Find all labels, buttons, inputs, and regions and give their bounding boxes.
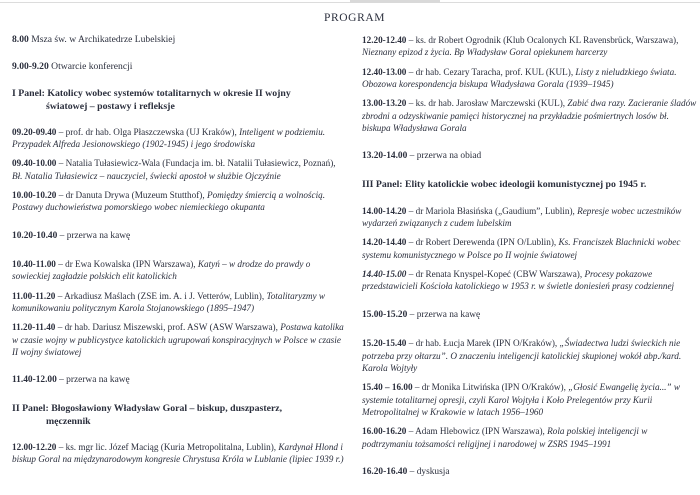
program-item-separator: – bbox=[406, 205, 416, 216]
panel-heading-line: II Panel: Błogosławiony Władysław Goral – biskup, duszpasterz, bbox=[12, 402, 283, 414]
program-item-text: Otwarcie konferencji bbox=[48, 60, 133, 72]
program-item-time: 15.20-15.40 bbox=[362, 338, 407, 349]
program-entry-speaker: Natalia Tułasiewicz-Wala (Fundacja im. bł. Natalii Tułasiewicz, Poznań), bbox=[65, 158, 336, 169]
program-entry-title: Ks. Franciszek Blachnicki wobec systemu komunistycznego w Polsce po II wojnie światowej bbox=[362, 237, 681, 260]
program-item-separator: – bbox=[407, 151, 417, 162]
program-item-time: 9.00-9.20 bbox=[12, 60, 49, 72]
program-entry-title: Listy z nieludzkiego świata. Obozowa korespondencja biskupa Władysława Gorala (1939–1945) bbox=[362, 66, 677, 89]
program-entry-speaker: dr hab. Cezary Taracha, prof. KUL (KUL), bbox=[415, 66, 576, 77]
panel-heading-line-continued: światowej – postawy i refleksje bbox=[46, 100, 175, 112]
program-entry-speaker: dr Danuta Drywa (Muzeum Stutthof), bbox=[65, 189, 207, 200]
program-entry-title: „Świadectwa ludzi świeckich nie potrzeba przy ołtarzu”. O znaczeniu inteligencji katolickiej skupionej wokół abp./kard. Karola Wojtyły bbox=[362, 338, 682, 374]
program-entry-speaker: Arkadiusz Maślach (ZSE im. A. i J. Vetterów, Lublin), bbox=[64, 290, 267, 301]
program-entry bbox=[362, 337, 698, 374]
program-column-right bbox=[362, 34, 698, 495]
program-entry bbox=[362, 97, 698, 134]
program-entry-speaker: ks. mgr lic. Józef Maciąg (Kuria Metropolitalna, Lublin), bbox=[65, 441, 279, 452]
program-column-left bbox=[12, 34, 348, 472]
program-item-separator: – bbox=[55, 322, 65, 333]
program-entry-title: Nieznany epizod z życia. Bp Władysław Goral opiekunem harcerzy bbox=[362, 47, 608, 58]
program-item-time: 8.00 bbox=[12, 34, 29, 45]
program-item-time: 16.00-16.20 bbox=[362, 426, 407, 437]
program-entry bbox=[12, 126, 348, 151]
program-item-time: 16.20-16.40 bbox=[362, 467, 408, 477]
page-title: PROGRAM bbox=[324, 12, 386, 24]
program-item-text: przerwa na kawę bbox=[66, 230, 131, 241]
program-item-time: 11.20-11.40 bbox=[12, 322, 56, 333]
panel-heading bbox=[362, 179, 698, 192]
program-item-separator: – bbox=[56, 441, 66, 452]
program-entry-speaker: dr Mariola Błasińska („Gaudium”, Lublin), bbox=[415, 205, 578, 216]
program-item-time: 10.40-11.00 bbox=[12, 259, 56, 270]
program-plain-item bbox=[12, 61, 348, 74]
program-columns bbox=[0, 34, 700, 495]
program-item-time: 15.40 – 16.00 bbox=[362, 382, 413, 393]
program-entry-title: Inteligent w podziemiu. Przypadek Alfreda Jesionowskiego (1902-1945) i jego środowiska bbox=[12, 126, 326, 149]
program-break-item bbox=[362, 466, 698, 479]
program-item-time: 14.00-14.20 bbox=[362, 205, 407, 216]
panel-heading-line: III Panel: Elity katolickie wobec ideologii komunistycznej po 1945 r. bbox=[362, 178, 647, 190]
program-item-separator: – bbox=[56, 189, 66, 200]
program-entry-title: Katyń – w drodze do prawdy o sowieckiej zagładzie polskich elit katolickich bbox=[12, 259, 311, 282]
program-entry-title: Totalitaryzmy w komunikowaniu politycznym Karola Stojanowskiego (1895–1947) bbox=[12, 290, 326, 314]
program-plain-item bbox=[12, 34, 348, 47]
program-item-separator: – bbox=[56, 126, 66, 137]
program-item-time: 14.40-15.00 bbox=[362, 269, 407, 280]
program-item-separator: – bbox=[406, 426, 416, 437]
program-item-time: 12.00-12.20 bbox=[12, 441, 57, 452]
panel-heading-line: I Panel: Katolicy wobec systemów totalitarnych w okresie II wojny bbox=[12, 87, 291, 99]
program-entry-title: Rola polskiej inteligencji w podtrzymaniu tożsamości religijnej i narodowej w ZSRS 1945–1991 bbox=[362, 426, 648, 449]
program-item-time: 13.20-14.00 bbox=[362, 151, 408, 162]
program-entry-title: Kardynał Hlond i biskup Goral na międzynarodowym kongresie Chrystusa Króla w Lublanie (lipiec 1939 r.) bbox=[12, 441, 344, 465]
page-top-rule-accent bbox=[350, 0, 440, 3]
program-entry-speaker: ks. dr hab. Jarosław Marczewski (KUL), bbox=[415, 98, 568, 109]
program-item-separator: – bbox=[57, 230, 67, 241]
program-item-time: 15.00-15.20 bbox=[362, 309, 408, 320]
program-entry bbox=[362, 236, 698, 261]
panel-heading bbox=[12, 403, 348, 429]
program-break-item bbox=[362, 309, 698, 322]
program-entry-speaker: ks. dr Robert Ogrodnik (Klub Ocalonych KL Ravensbrück, Warszawa), bbox=[415, 35, 679, 45]
program-break-item bbox=[12, 230, 348, 243]
program-entry-title: Procesy pokazowe przedstawicieli Kościoła katolickiego w 1953 r. w świetle doniesień prasy codziennej bbox=[362, 269, 675, 292]
program-item-separator: – bbox=[56, 375, 67, 386]
program-entry bbox=[12, 290, 348, 315]
program-entry-title: Pomiędzy śmiercią a wolnością. Postawy duchowieństwa pomorskiego wobec niemieckiego okupanta bbox=[12, 189, 326, 213]
program-item-time: 12.40-13.00 bbox=[362, 66, 407, 77]
program-item-time: 11.00-11.20 bbox=[12, 290, 56, 301]
program-entry-speaker: dr Ewa Kowalska (IPN Warszawa), bbox=[65, 259, 198, 270]
program-entry bbox=[12, 157, 348, 182]
program-item-time: 12.20-12.40 bbox=[362, 35, 407, 45]
program-item-separator: – bbox=[55, 290, 65, 301]
program-item-time: 09.20-09.40 bbox=[12, 126, 57, 137]
program-item-time: 13.00-13.20 bbox=[362, 98, 407, 109]
program-entry-speaker: dr hab. Dariusz Miszewski, prof. ASW (ASW Warszawa), bbox=[64, 322, 281, 333]
program-entry-speaker: Adam Hlebowicz (IPN Warszawa), bbox=[415, 426, 548, 437]
program-entry bbox=[12, 321, 348, 358]
program-item-separator: – bbox=[406, 269, 416, 280]
program-item-time: 09.40-10.00 bbox=[12, 158, 57, 169]
program-entry bbox=[12, 441, 348, 466]
program-break-item bbox=[12, 374, 348, 387]
program-item-text: przerwa na kawę bbox=[66, 375, 130, 386]
program-break-item bbox=[362, 150, 698, 163]
program-item-separator: – bbox=[406, 338, 416, 349]
program-entry-speaker: prof. dr hab. Olga Płaszczewska (UJ Kraków), bbox=[65, 126, 240, 137]
program-item-separator: – bbox=[406, 66, 416, 77]
program-entry-title: Postawa katolika w czasie wojny w publicystyce katolickich ugrupowań konspiracyjnych w Polsce w czasie II wojny światowej bbox=[12, 322, 344, 358]
program-entry-title: Bł. Natalia Tułasiewicz – nauczyciel, świecki apostoł w służbie Ojczyźnie bbox=[12, 170, 281, 181]
program-entry bbox=[362, 381, 698, 418]
program-entry-speaker: dr Renata Knyspel-Kopeć (CBW Warszawa), bbox=[415, 269, 585, 280]
program-item-text: przerwa na kawę bbox=[416, 309, 481, 320]
program-entry bbox=[362, 268, 698, 293]
panel-heading bbox=[12, 88, 348, 114]
program-item-separator: – bbox=[56, 158, 66, 169]
program-item-text: dyskusja bbox=[416, 467, 450, 477]
program-item-time: 10.20-10.40 bbox=[12, 230, 58, 241]
program-item-separator: – bbox=[412, 382, 422, 393]
program-entry-title: „Głosić Ewangelię życia...” w systemie totalitarnej opresji, czyli Karol Wojtyła i Koło Prelegentów przy Kurii Metropolitalnej w Krakowie w latach 1956–1960 bbox=[362, 382, 680, 418]
program-item-separator: – bbox=[406, 237, 416, 248]
program-entry-speaker: dr Monika Litwińska (IPN O/Kraków), bbox=[421, 382, 569, 393]
program-entry bbox=[362, 66, 698, 91]
program-item-separator: – bbox=[407, 467, 417, 477]
program-item-separator: – bbox=[55, 259, 66, 270]
program-item-time: 14.20-14.40 bbox=[362, 237, 407, 248]
panel-heading-line-continued: męczennik bbox=[46, 415, 91, 427]
program-entry-speaker: dr hab. Łucja Marek (IPN O/Kraków), bbox=[415, 338, 560, 349]
program-item-separator: – bbox=[407, 309, 417, 320]
program-item-text: przerwa na obiad bbox=[416, 151, 482, 162]
program-entry bbox=[362, 425, 698, 450]
program-entry bbox=[362, 205, 698, 230]
program-item-text: Msza św. w Archikatedrze Lubelskiej bbox=[28, 34, 176, 45]
program-entry-title: Represje wobec uczestników wydarzeń związanych z cudem lubelskim bbox=[362, 205, 682, 229]
program-entry bbox=[12, 258, 348, 283]
program-entry-speaker: dr Robert Derewenda (IPN O/Lublin), bbox=[415, 237, 559, 248]
program-item-separator: – bbox=[406, 35, 416, 45]
program-entry-title: Zabić dwa razy. Zacieranie śladów zbrodni a odzyskiwanie pamięci historycznej na przykładzie pośmiertnych losów bł. biskupa Władysława Gorala bbox=[362, 98, 697, 133]
program-item-time: 11.40-12.00 bbox=[12, 375, 57, 386]
program-item-time: 10.00-10.20 bbox=[12, 189, 57, 200]
program-entry bbox=[12, 189, 348, 214]
program-item-separator: – bbox=[406, 98, 416, 109]
program-entry bbox=[362, 34, 698, 59]
